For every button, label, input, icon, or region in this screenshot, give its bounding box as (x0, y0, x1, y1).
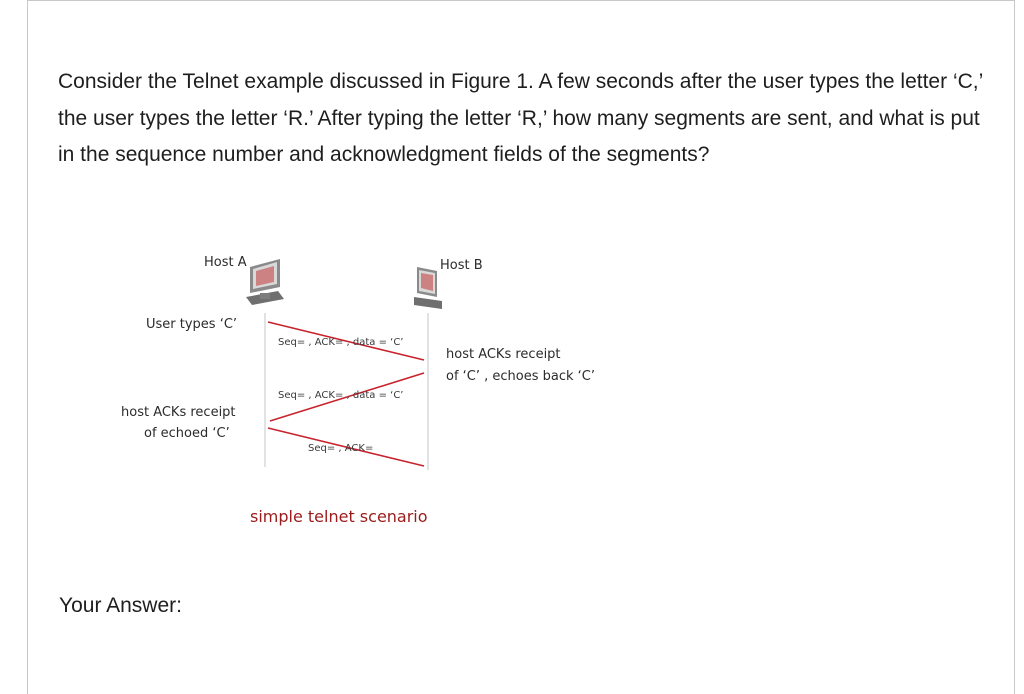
host-b-label: Host B (440, 258, 483, 273)
user-types-label: User types ‘C’ (146, 317, 238, 332)
segment-1-label: Seq= , ACK= , data = ‘C’ (278, 337, 404, 348)
host-b-note-line-1: host ACKs receipt (446, 347, 561, 362)
question-text: Consider the Telnet example discussed in Figure 1. A few seconds after the user types the letter ‘C,’ the user types the letter ‘R.’ After typing the letter ‘R,’ how many segments are sent, and what is put in the sequence number and acknowledgment fields of the segments? (58, 70, 983, 166)
telnet-figure (110, 245, 640, 545)
figure-caption: simple telnet scenario (250, 507, 428, 526)
segment-2-label: Seq= , ACK= , data = ‘C’ (278, 390, 404, 401)
host-b-computer-icon (414, 267, 442, 309)
host-a-label: Host A (204, 255, 247, 270)
segment-3-label: Seq= , ACK= (308, 443, 374, 454)
host-a-note-line-1: host ACKs receipt (121, 405, 236, 420)
answer-label: Your Answer: (59, 594, 182, 617)
host-a-note-line-2: of echoed ‘C’ (144, 426, 230, 441)
host-b-note-line-2: of ‘C’ , echoes back ‘C’ (446, 369, 596, 384)
host-a-computer-icon (246, 259, 284, 305)
